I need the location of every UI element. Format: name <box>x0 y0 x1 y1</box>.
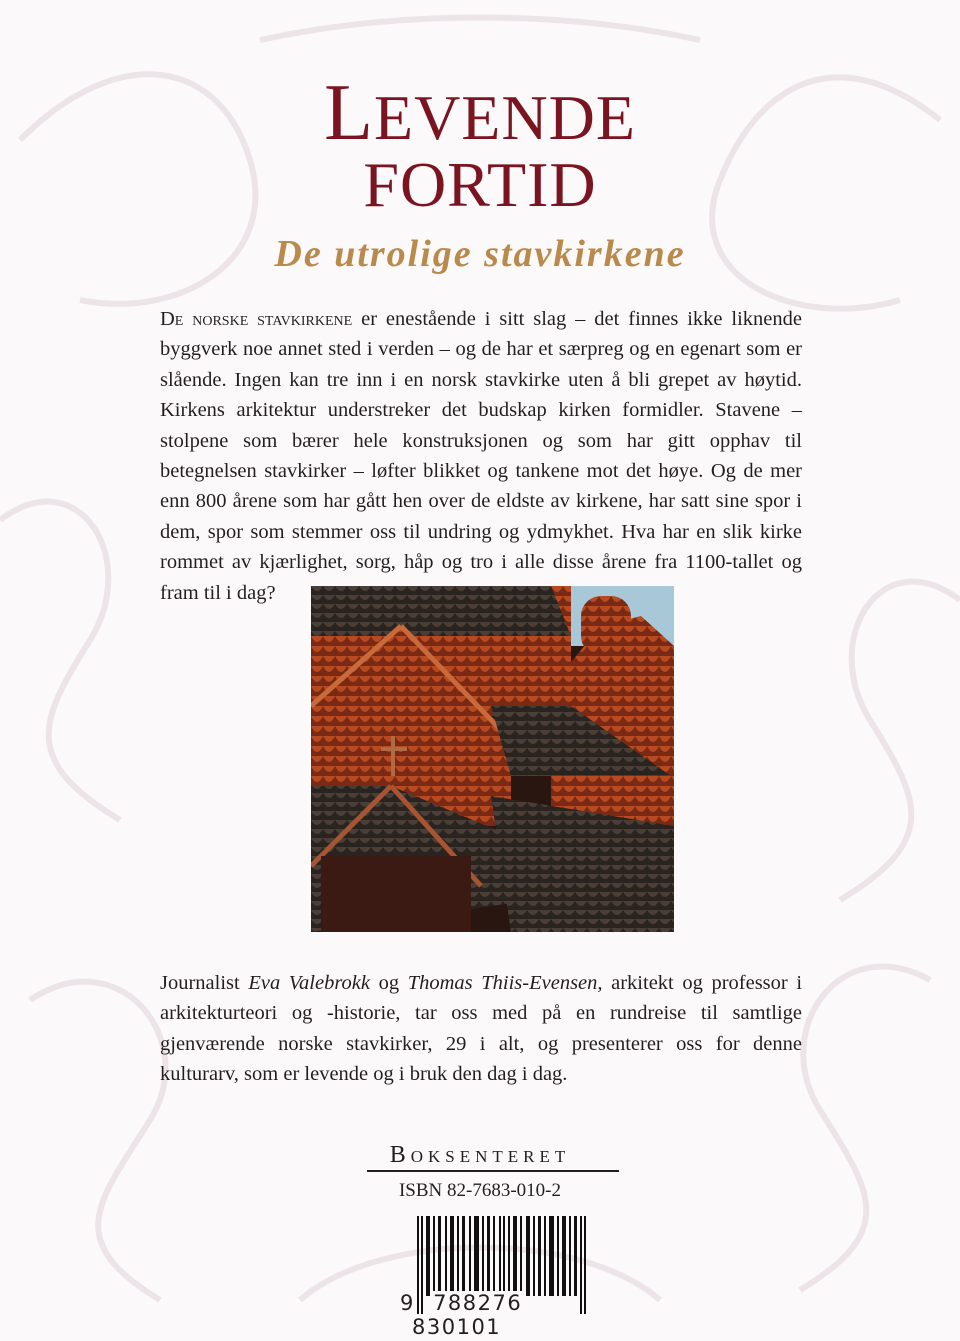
barcode-group-2: 830101 <box>412 1315 502 1339</box>
publisher-name: Boksenteret <box>389 1142 571 1168</box>
barcode-digits <box>400 1291 618 1339</box>
authors-paragraph <box>160 968 802 1090</box>
stave-church-illustration <box>311 586 674 932</box>
authors-body: arkitekt og professor i arkitekturteori og -historie, tar oss med på en rundreise til samtlige gjenværende norske stavkirker, 29 i alt, og presenterer oss for denne kulturarv, som er levende og i bruk den dag i dag. <box>160 972 803 1086</box>
isbn-label: ISBN 82-7683-010-2 <box>398 1180 562 1201</box>
title-line-1 <box>0 69 960 157</box>
stave-church-photo <box>311 586 674 932</box>
authors-joiner: og <box>370 972 408 994</box>
author-name-2: Thomas Thiis-Evensen, <box>407 972 603 994</box>
barcode-first-digit: 9 <box>400 1291 415 1315</box>
barcode-group-1: 788276 <box>433 1291 523 1315</box>
title-initial: L <box>324 69 374 157</box>
title-rest: EVENDE <box>373 82 636 153</box>
intro-lead: De norske stavkirkene <box>160 308 353 330</box>
authors-prefix: Journalist <box>160 972 249 994</box>
publisher-divider <box>367 1170 619 1172</box>
subtitle: De utrolige stavkirkene <box>274 233 686 275</box>
author-name-1: Eva Valebrokk <box>248 972 371 994</box>
intro-paragraph <box>160 304 802 608</box>
intro-body: er enestående i sitt slag – det finnes ikke liknende byggverk noe annet sted i verden – og de har et særpreg og en egenart som er slående. Ingen kan tre inn i en norsk stavkirke uten å bli grepet av høytid. Kirkens arkitektur understreker det budskap kirken formidler. Stavene – stolpene som bærer hele konstruksjonen og som har gitt opphav til betegnelsen stavkirker – løfter blikket og tankene mot det høye. Og de mer enn 800 årene som har gått hen over de eldste av kirkene, har satt sine spor i dem, spor som stemmer oss til undring og ydmykhet. Hva har en slik kirke rommet av kjærlighet, sorg, håp og tro i alle disse årene fra 1100-tallet og fram til i dag? <box>160 308 803 604</box>
title-line-2: FORTID <box>363 149 597 220</box>
